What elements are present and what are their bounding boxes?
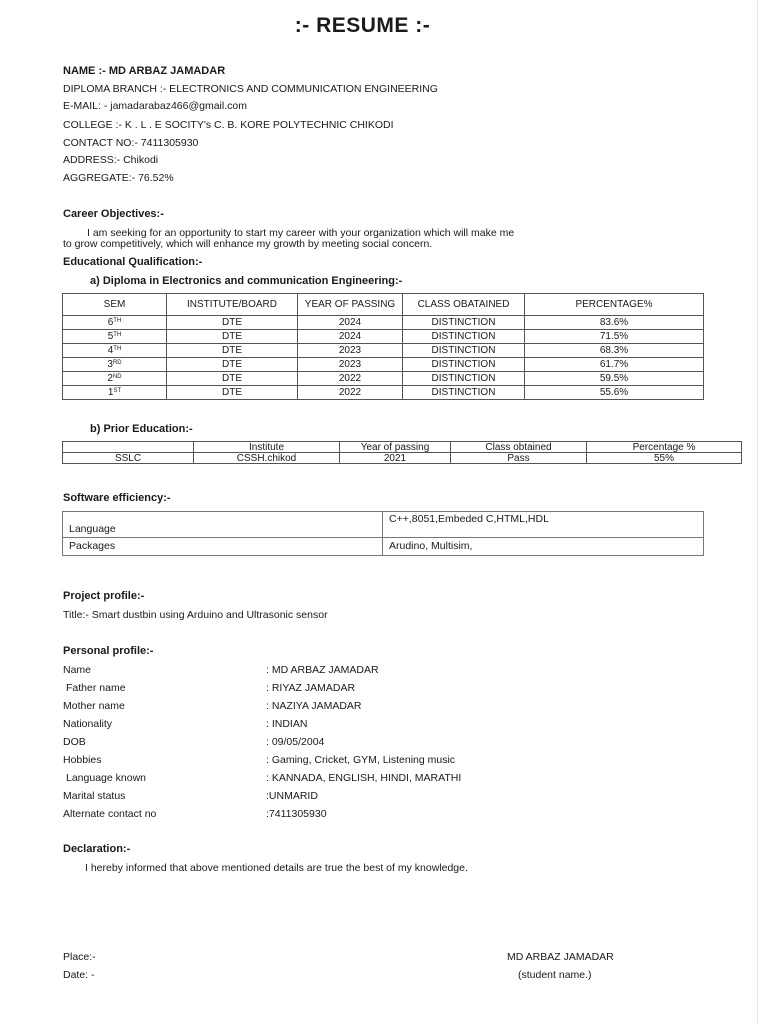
sem-value: 3 [107, 359, 113, 370]
career-heading: Career Objectives:- [63, 208, 164, 220]
diploma-heading: a) Diploma in Electronics and communication Engineering:- [90, 275, 403, 287]
percentage-cell: 83.6% [525, 316, 704, 330]
prior-institute-cell: CSSH.chikod [194, 453, 340, 464]
declaration-text: I hereby informed that above mentioned details are true the best of my knowledge. [85, 862, 468, 874]
table-row [63, 344, 704, 358]
software-label-cell: Language [63, 512, 383, 538]
personal-label: Hobbies [63, 754, 102, 766]
col-year: YEAR OF PASSING [298, 294, 403, 316]
college-line: COLLEGE :- K . L . E SOCITY's C. B. KORE POLYTECHNIC CHIKODI [63, 119, 394, 131]
prior-class-cell: Pass [451, 453, 587, 464]
prior-year-cell: 2021 [340, 453, 451, 464]
education-heading: Educational Qualification:- [63, 256, 203, 268]
signature-caption: (student name.) [518, 969, 592, 981]
personal-value: : INDIAN [266, 718, 308, 730]
prior-col-year: Year of passing [340, 442, 451, 453]
software-heading: Software efficiency:- [63, 492, 171, 504]
aggregate-line: AGGREGATE:- 76.52% [63, 172, 174, 184]
sem-suffix: RD [112, 360, 122, 366]
page-edge [757, 0, 758, 1024]
col-class: CLASS OBATAINED [403, 294, 525, 316]
year-cell: 2023 [298, 344, 403, 358]
board-cell: DTE [167, 372, 298, 386]
personal-value: : Gaming, Cricket, GYM, Listening music [266, 754, 456, 766]
software-value-cell: Arudino, Multisim, [383, 538, 704, 556]
table-row [63, 316, 704, 330]
col-sem: SEM [63, 294, 167, 316]
year-cell: 2023 [298, 358, 403, 372]
year-cell: 2024 [298, 330, 403, 344]
class-cell: DISTINCTION [403, 358, 525, 372]
board-cell: DTE [167, 358, 298, 372]
sem-value: 5 [107, 331, 114, 342]
sem-value: 6 [107, 317, 114, 328]
class-cell: DISTINCTION [403, 330, 525, 344]
branch-line: DIPLOMA BRANCH :- ELECTRONICS AND COMMUNICATION ENGINEERING [63, 83, 438, 95]
personal-label: Name [63, 664, 92, 676]
declaration-heading: Declaration:- [63, 843, 131, 855]
percentage-cell: 55.6% [525, 386, 704, 400]
diploma-table-header [63, 294, 704, 316]
table-row [63, 538, 704, 556]
table-row [63, 330, 704, 344]
percentage-cell: 68.3% [525, 344, 704, 358]
personal-value: : MD ARBAZ JAMADAR [266, 664, 379, 676]
percentage-cell: 59.5% [525, 372, 704, 386]
personal-label: DOB [63, 736, 86, 748]
class-cell: DISTINCTION [403, 344, 525, 358]
software-table [62, 511, 704, 556]
board-cell: DTE [167, 386, 298, 400]
sem-suffix: TH [113, 346, 122, 352]
class-cell: DISTINCTION [403, 372, 525, 386]
percentage-cell: 71.5% [525, 330, 704, 344]
sem-value: 4 [107, 345, 114, 356]
date-label: Date: - [63, 969, 95, 981]
col-board: INSTITUTE/BOARD [167, 294, 298, 316]
table-row [63, 512, 704, 538]
sem-value: 2 [107, 373, 113, 384]
page-title: :- RESUME :- [294, 14, 431, 37]
contact-line: CONTACT NO:- 7411305930 [63, 137, 199, 149]
personal-value: : RIYAZ JAMADAR [266, 682, 356, 694]
software-value-cell: C++,8051,Embeded C,HTML,HDL [383, 512, 704, 538]
board-cell: DTE [167, 330, 298, 344]
year-cell: 2024 [298, 316, 403, 330]
diploma-table [62, 293, 704, 400]
percentage-cell: 61.7% [525, 358, 704, 372]
prior-percentage-cell: 55% [587, 453, 742, 464]
personal-value: : KANNADA, ENGLISH, HINDI, MARATHI [266, 772, 462, 784]
project-heading: Project profile:- [63, 590, 145, 602]
table-row [63, 453, 742, 464]
board-cell: DTE [167, 344, 298, 358]
personal-label: Language known [66, 772, 146, 784]
sem-suffix: ST [113, 388, 122, 394]
personal-label: Nationality [63, 718, 113, 730]
personal-value: : 09/05/2004 [266, 736, 325, 748]
prior-col-institute: Institute [194, 442, 340, 453]
sem-suffix: TH [113, 332, 122, 338]
sem-value: 1 [107, 387, 114, 398]
signature-name: MD ARBAZ JAMADAR [507, 951, 614, 963]
address-line: ADDRESS:- Chikodi [63, 154, 159, 166]
personal-value: : NAZIYA JAMADAR [266, 700, 362, 712]
prior-col-blank [63, 442, 194, 453]
table-row [63, 358, 704, 372]
table-row [63, 386, 704, 400]
personal-label: Alternate contact no [63, 808, 157, 820]
personal-label: Father name [66, 682, 126, 694]
name-line: NAME :- MD ARBAZ JAMADAR [63, 65, 226, 77]
personal-value: :7411305930 [266, 808, 327, 820]
personal-label: Mother name [63, 700, 125, 712]
career-text-line1: I am seeking for an opportunity to start my career with your organization which will make me [87, 227, 515, 239]
personal-label: Marital status [63, 790, 126, 802]
year-cell: 2022 [298, 372, 403, 386]
prior-col-class: Class obtained [451, 442, 587, 453]
career-text-line2: to grow competitively, which will enhance my growth by meeting social concern. [63, 238, 433, 250]
prior-col-percentage: Percentage % [587, 442, 742, 453]
sem-suffix: ND [112, 374, 122, 380]
year-cell: 2022 [298, 386, 403, 400]
class-cell: DISTINCTION [403, 386, 525, 400]
personal-value: :UNMARID [266, 790, 318, 802]
prior-level-cell: SSLC [63, 453, 194, 464]
prior-education-table [62, 441, 742, 464]
prior-education-heading: b) Prior Education:- [90, 423, 193, 435]
prior-table-header [63, 442, 742, 453]
personal-heading: Personal profile:- [63, 645, 154, 657]
table-row [63, 372, 704, 386]
software-label-cell: Packages [63, 538, 383, 556]
project-title: Title:- Smart dustbin using Arduino and Ultrasonic sensor [63, 609, 328, 621]
sem-suffix: TH [113, 318, 122, 324]
class-cell: DISTINCTION [403, 316, 525, 330]
place-label: Place:- [63, 951, 96, 963]
board-cell: DTE [167, 316, 298, 330]
email-line: E-MAIL: - jamadarabaz466@gmail.com [63, 100, 247, 112]
col-percentage: PERCENTAGE% [525, 294, 704, 316]
